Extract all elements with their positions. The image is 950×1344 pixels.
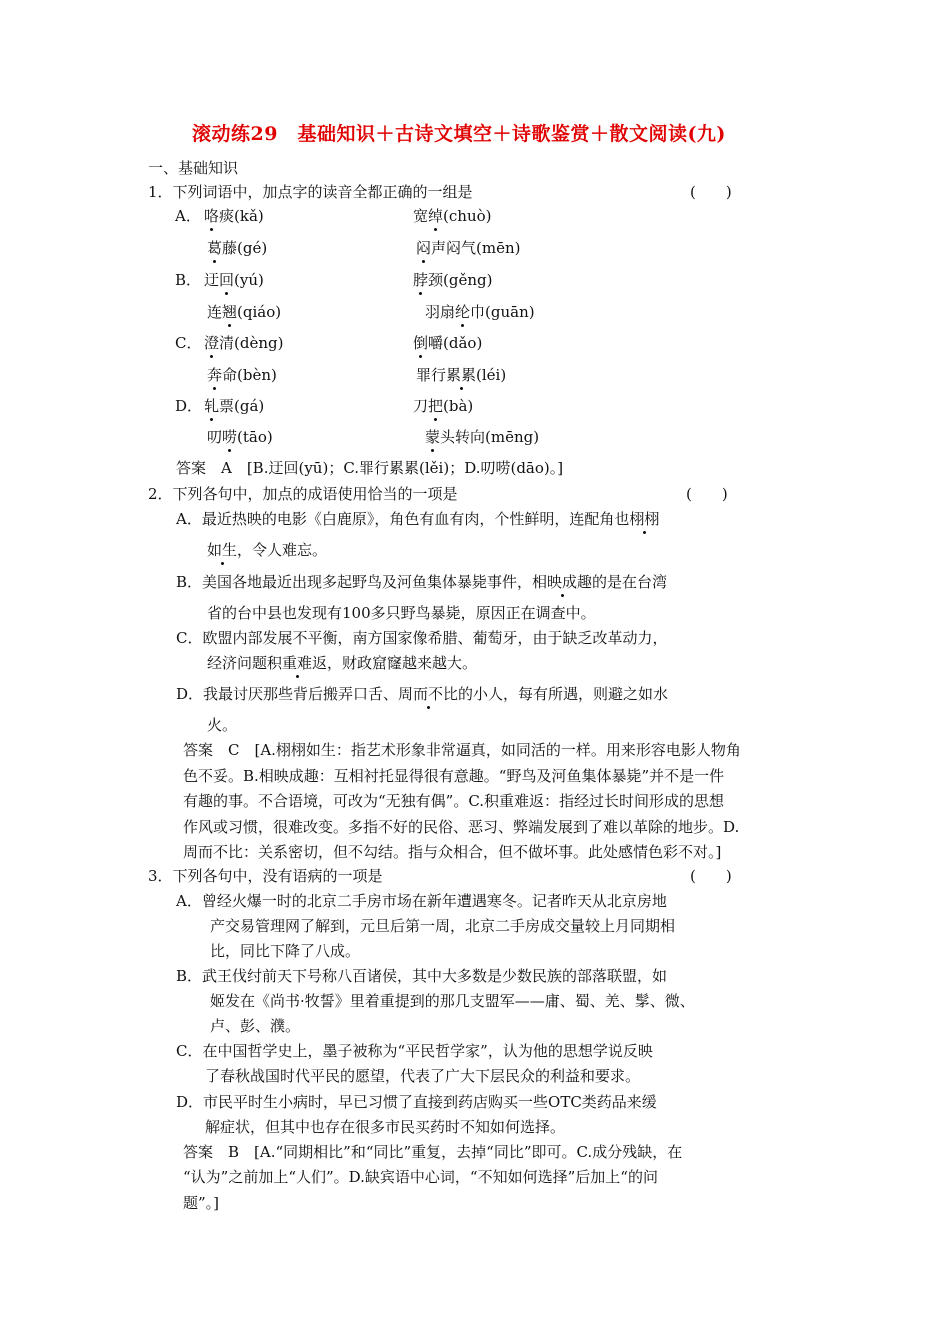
q1-option-b-word-3: 连翘(qiáo)	[207, 303, 282, 321]
emphasis-mark: 积重难返	[267, 654, 328, 672]
q3-option-line: 比，同比下降了八成。	[210, 942, 361, 960]
q3-option-line: 产交易管理网了解到，元旦后第一周，北京二手房成交量较上月同期相	[210, 917, 676, 935]
q1-option-d-word-1: 轧票(gá)	[204, 397, 265, 415]
q1-option-a-word-4: 闷声闷气(mēn)	[416, 239, 521, 257]
q3-answer-line: “认为”之前加上“人们”。D.缺宾语中心词，“不知如何选择”后加上“的问	[183, 1168, 658, 1186]
q1-option-d-word-4: 蒙头转向(mēng)	[425, 428, 540, 446]
q2-option-d-line-2: 火。	[207, 716, 238, 734]
emphasis-mark: 倒	[413, 334, 429, 352]
q2-option-b-line-2: 省的台中县也发现有100多只野鸟暴毙，原因正在调查中。	[207, 604, 596, 622]
q3-answer-line: 答案 B [A.“同期相比”和“同比”重复，去掉“同比”即可。C.成分残缺，在	[183, 1143, 683, 1161]
question-2-answer-blank: ( )	[686, 485, 728, 503]
emphasis-mark: 翘	[222, 303, 238, 321]
emphasis-mark: 累累	[446, 366, 477, 384]
emphasis-mark: 栩栩	[629, 510, 660, 528]
question-1-answer-blank: ( )	[690, 183, 732, 201]
q1-option-c-word-3: 奔命(bèn)	[207, 366, 277, 384]
q1-option-c-label: C．	[175, 334, 202, 352]
q3-option-line: 解症状，但其中也存在很多市民买药时不知如何选择。	[205, 1118, 566, 1136]
emphasis-mark: 轧	[204, 397, 220, 415]
q1-answer: 答案 A [B.迂回(yū)；C.罪行累累(lěi)；D.叨唠(dāo)。]	[176, 459, 564, 477]
emphasis-mark: 奔	[207, 366, 223, 384]
emphasis-mark: 纶	[455, 303, 471, 321]
section-heading: 一、基础知识	[148, 159, 239, 177]
q2-option-a-line-2: 如生，令人难忘。	[207, 541, 328, 559]
emphasis-mark: 回	[219, 271, 235, 289]
q1-option-a-word-1: 咯痰(kǎ)	[204, 207, 264, 225]
q3-option-line: B．武王伐纣前天下号称八百诸侯，其中大多数是少数民族的部落联盟，如	[176, 967, 668, 985]
emphasis-mark: 如生	[207, 541, 238, 559]
q3-option-line: 姬发在《尚书·牧誓》里着重提到的那几支盟军——庸、蜀、羌、髳、微、	[210, 992, 695, 1010]
emphasis-mark: 相映成趣	[532, 573, 593, 591]
q3-option-line: D．市民平时生小病时，早已习惯了直接到药店购买一些OTC类药品来缓	[176, 1093, 657, 1111]
q1-option-d-word-2: 刀把(bà)	[413, 397, 474, 415]
q1-option-a-word-3: 葛藤(gé)	[207, 239, 268, 257]
q1-option-b-word-4: 羽扇纶巾(guān)	[425, 303, 535, 321]
q1-option-b-word-2: 脖颈(gěng)	[413, 271, 493, 289]
q3-option-line: C．在中国哲学史上，墨子被称为“平民哲学家”，认为他的思想学说反映	[176, 1042, 653, 1060]
question-3-answer-blank: ( )	[690, 867, 732, 885]
emphasis-mark: 葛	[207, 239, 223, 257]
q2-answer-line: 答案 C [A.栩栩如生：指艺术形象非常逼真，如同活的一样。用来形容电影人物角	[183, 741, 741, 759]
q3-answer-line: 题”。]	[183, 1194, 220, 1212]
q1-option-b-label: B．	[175, 271, 202, 289]
q1-option-c-word-2: 倒嚼(dǎo)	[413, 334, 483, 352]
emphasis-mark: 把	[428, 397, 444, 415]
q1-option-a-label: A．	[175, 207, 201, 225]
emphasis-mark: 唠	[222, 428, 238, 446]
emphasis-mark: 蒙	[425, 428, 441, 446]
q2-option-d-line-1: D．我最讨厌那些背后搬弄口舌、周而不比的小人，每有所遇，则避之如水	[176, 685, 669, 703]
emphasis-mark: 闷	[416, 239, 432, 257]
q2-option-a-line-1: A．最近热映的电影《白鹿原》，角色有血有肉，个性鲜明，连配角也栩栩	[176, 510, 660, 528]
q1-option-d-word-3: 叨唠(tāo)	[207, 428, 273, 446]
q2-option-b-line-1: B．美国各地最近出现多起野鸟及河鱼集体暴毙事件，相映成趣的是在台湾	[176, 573, 668, 591]
q1-option-c-word-1: 澄清(dèng)	[204, 334, 284, 352]
q2-option-c-line-2: 经济问题积重难返，财政窟窿越来越大。	[207, 654, 478, 672]
q1-option-b-word-1: 迂回(yú)	[204, 271, 264, 289]
emphasis-mark: 澄	[204, 334, 220, 352]
q1-option-a-word-2: 宽绰(chuò)	[413, 207, 492, 225]
question-1-stem: 1．下列词语中，加点字的读音全都正确的一组是	[148, 183, 473, 201]
q2-answer-line: 有趣的事。不合语境，可改为“无独有偶”。C.积重难返：指经过长时间形成的思想	[183, 792, 725, 810]
emphasis-mark: 咯	[204, 207, 220, 225]
q2-answer-line: 作风或习惯，很难改变。多指不好的民俗、恶习、弊端发展到了难以革除的地步。D.	[183, 818, 740, 836]
emphasis-mark: 周而不比	[398, 685, 459, 703]
q3-option-line: 了春秋战国时代平民的愿望，代表了广大下层民众的利益和要求。	[205, 1067, 641, 1085]
q1-option-d-label: D．	[175, 397, 203, 415]
q3-option-line: 卢、彭、濮。	[210, 1017, 301, 1035]
q2-option-c-line-1: C．欧盟内部发展不平衡，南方国家像希腊、葡萄牙，由于缺乏改革动力，	[176, 629, 668, 647]
emphasis-mark: 脖	[413, 271, 429, 289]
emphasis-mark: 绰	[428, 207, 444, 225]
q3-option-line: A．曾经火爆一时的北京二手房市场在新年遭遇寒冬。记者昨天从北京房地	[176, 892, 667, 910]
q2-answer-line: 周而不比：关系密切，但不勾结。指与众相合，但不做坏事。此处感情色彩不对。]	[183, 843, 722, 861]
q2-answer-line: 色不妥。B.相映成趣：互相衬托显得很有意趣。“野鸟及河鱼集体暴毙”并不是一件	[183, 767, 725, 785]
document-title: 滚动练29 基础知识＋古诗文填空＋诗歌鉴赏＋散文阅读(九)	[192, 123, 726, 145]
question-2-stem: 2．下列各句中，加点的成语使用恰当的一项是	[148, 485, 458, 503]
q1-option-c-word-4: 罪行累累(léi)	[416, 366, 507, 384]
question-3-stem: 3．下列各句中，没有语病的一项是	[148, 867, 383, 885]
